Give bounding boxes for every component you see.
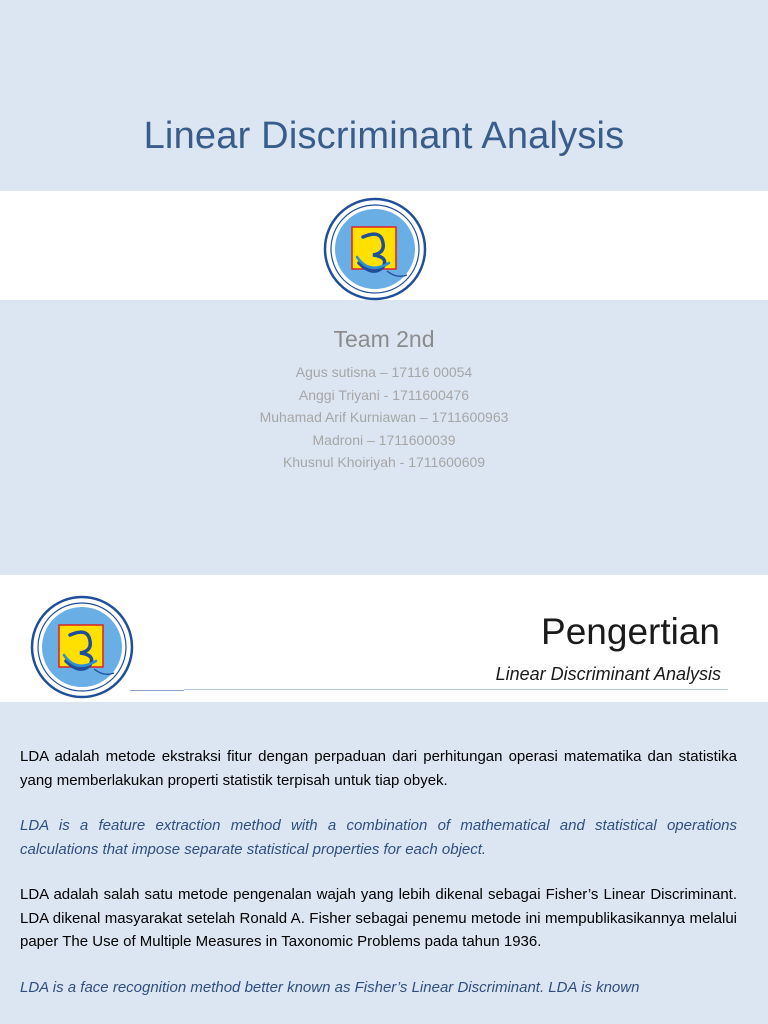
slide-heading: Pengertian	[541, 611, 720, 652]
slide-header	[0, 575, 768, 702]
divider	[184, 689, 728, 690]
team-member: Agus sutisna – 17116 00054	[295, 364, 473, 380]
definition-slide	[0, 575, 768, 1024]
slide-subheading: Linear Discriminant Analysis	[495, 664, 721, 684]
team-member-list	[0, 361, 768, 474]
team-member: Muhamad Arif Kurniawan – 1711600963	[259, 409, 509, 426]
paragraph-indonesian: LDA adalah metode ekstraksi fitur dengan perpaduan dari perhitungan operasi matematika dan statistika yang memberlakukan properti statistik terpisah untuk tiap obyek.	[20, 748, 737, 789]
divider	[130, 690, 184, 691]
slide-body	[20, 745, 737, 1021]
logo-band	[0, 191, 768, 300]
university-logo-icon	[323, 197, 427, 301]
presentation-title: Linear Discriminant Analysis	[143, 115, 625, 157]
team-title: Team 2nd	[333, 326, 435, 352]
university-logo-icon	[30, 595, 134, 699]
paragraph-english: LDA is a feature extraction method with a combination of mathematical and statistical operations calculations that impose separate statistical properties for each object.	[20, 817, 737, 858]
team-member: Madroni – 1711600039	[312, 431, 456, 448]
paragraph-indonesian: LDA adalah salah satu metode pengenalan wajah yang lebih dikenal sebagai Fisher’s Linear Discriminant. LDA dikenal masyarakat setelah Ronald A. Fisher sebagai penemu metode ini mempublikasikannya melalui paper The Use of Multiple Measures in Taxonomic Problems pada tahun 1936.	[20, 886, 737, 950]
team-member: Anggi Triyani - 1711600476	[298, 386, 470, 403]
paragraph-english: LDA is a face recognition method better known as Fisher’s Linear Discriminant. LDA is known	[20, 978, 640, 996]
team-member: Khusnul Khoiriyah - 1711600609	[282, 454, 486, 471]
